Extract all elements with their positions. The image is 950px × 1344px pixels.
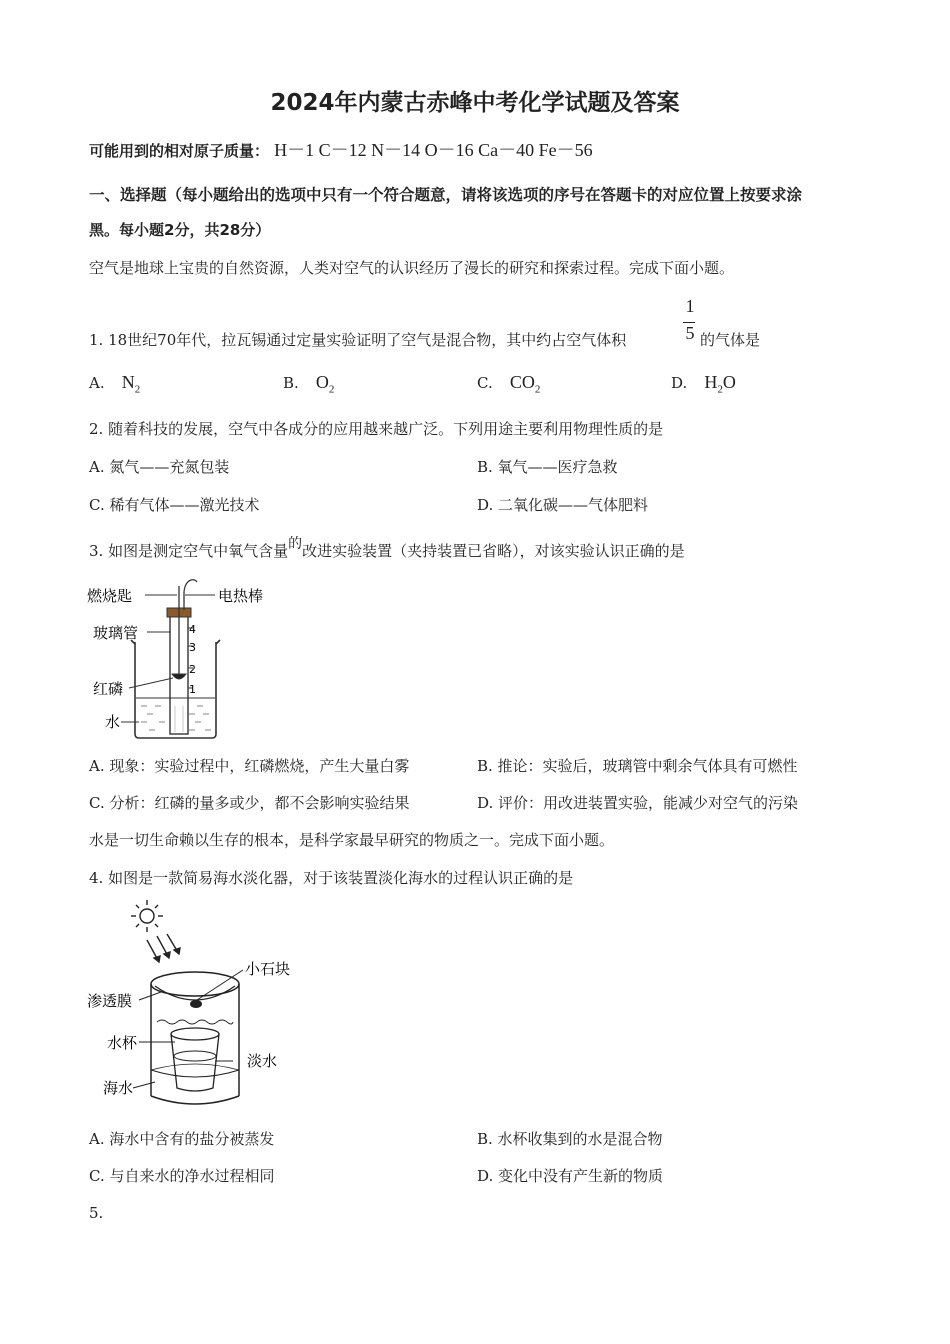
q2-stem: 2. 随着科技的发展，空气中各成分的应用越来越广泛。下列用途主要利用物理性质的是 [89, 420, 664, 438]
q1-fraction-numerator: 1 [685, 296, 695, 316]
page-title: 2024年内蒙古赤峰中考化学试题及答案 [270, 90, 680, 116]
scale-mark-2: 2 [189, 663, 196, 676]
q1-option-b[interactable]: B. $O_2$ [283, 372, 335, 396]
atomic-mass-line [89, 136, 593, 162]
q4-option-b[interactable]: B. 水杯收集到的水是混合物 [477, 1130, 663, 1148]
q2-option-d[interactable]: D. 二氧化碳——气体肥料 [477, 496, 649, 514]
q4-desalinator-figure [85, 896, 305, 1118]
label-glass-tube: 玻璃管 [93, 624, 139, 642]
scale-mark-1: 1 [189, 683, 196, 696]
q2-option-a[interactable]: A. 氮气——充氮包装 [89, 458, 230, 476]
q1-option-a-formula: $N_2$ [121, 372, 141, 396]
q1-option-d-formula: $H_2O$ [704, 372, 736, 396]
q1-stem-end: 的气体是 [700, 331, 761, 349]
q3-option-a[interactable]: A. 现象：实验过程中，红磷燃烧，产生大量白雾 [89, 757, 410, 775]
q1-option-c[interactable]: C. $CO_2$ [477, 372, 541, 396]
q4-option-a[interactable]: A. 海水中含有的盐分被蒸发 [89, 1130, 275, 1148]
q4-stem: 4. 如图是一款简易海水淡化器，对于该装置淡化海水的过程认识正确的是 [89, 869, 574, 887]
q2-option-c[interactable]: C. 稀有气体——激光技术 [89, 496, 260, 514]
scale-mark-3: 3 [189, 641, 196, 654]
q3-option-c[interactable]: C. 分析：红磷的量多或少，都不会影响实验结果 [89, 794, 410, 812]
q3-stem: 3. 如图是测定空气中氧气含量的改进实验装置（夹持装置已省略），对该实验认识正确的是 [89, 536, 685, 560]
q3-option-b[interactable]: B. 推论：实验后，玻璃管中剩余气体具有可燃性 [477, 757, 798, 775]
stone-icon [190, 1000, 202, 1008]
label-heating-rod: 电热棒 [218, 587, 264, 605]
q1-option-a[interactable]: A. $N_2$ [89, 372, 141, 396]
heating-rod-icon [184, 580, 197, 592]
atomic-mass-label: 可能用到的相对原子质量： [89, 142, 270, 160]
sun-icon [131, 900, 163, 932]
q1-stem: 1. 18世纪70年代，拉瓦锡通过定量实验证明了空气是混合物，其中约占空气体积 [89, 331, 627, 349]
q3-option-d[interactable]: D. 评价：用改进装置实验，能减少对空气的污染 [477, 794, 799, 812]
section1-heading-line2: 黑。每小题2分，共28分） [89, 221, 271, 239]
q3-apparatus-figure [85, 570, 285, 742]
q2-option-b[interactable]: B. 氧气——医疗急救 [477, 458, 618, 476]
q4-option-c[interactable]: C. 与自来水的净水过程相同 [89, 1167, 275, 1185]
water-cup-icon [171, 1028, 219, 1040]
intro-air: 空气是地球上宝贵的自然资源，人类对空气的认识经历了漫长的研究和探索过程。完成下面小题。 [89, 259, 735, 277]
sun-rays-icon [147, 934, 180, 962]
q1-option-c-formula: $CO_2$ [509, 372, 541, 396]
atomic-mass-values: H－1 C－12 N－14 O－16 Ca－40 Fe－56 [274, 140, 593, 160]
red-phosphorus-icon [172, 674, 186, 679]
q4-option-d[interactable]: D. 变化中没有产生新的物质 [477, 1167, 664, 1185]
label-sea-water: 海水 [103, 1079, 134, 1097]
label-fresh-water: 淡水 [247, 1052, 278, 1070]
label-red-phosphorus: 红磷 [93, 680, 124, 698]
label-membrane: 渗透膜 [87, 992, 133, 1010]
scale-mark-4: 4 [189, 623, 196, 636]
label-spoon: 燃烧匙 [87, 587, 133, 605]
label-cup: 水杯 [107, 1034, 138, 1052]
label-water: 水 [105, 713, 121, 731]
q1-option-b-formula: $O_2$ [315, 372, 335, 396]
section1-heading-line1: 一、选择题（每小题给出的选项中只有一个符合题意，请将该选项的序号在答题卡的对应位置上按要求涂 [89, 186, 803, 204]
q1-fraction-denominator: 5 [685, 323, 695, 343]
q1-option-d[interactable]: D. $H_2O$ [671, 372, 736, 396]
membrane-icon [155, 986, 235, 1000]
q5-stem: 5. [89, 1204, 104, 1222]
beaker-icon [135, 642, 216, 738]
label-stone: 小石块 [245, 960, 291, 978]
intro-water: 水是一切生命赖以生存的根本，是科学家最早研究的物质之一。完成下面小题。 [89, 831, 615, 849]
